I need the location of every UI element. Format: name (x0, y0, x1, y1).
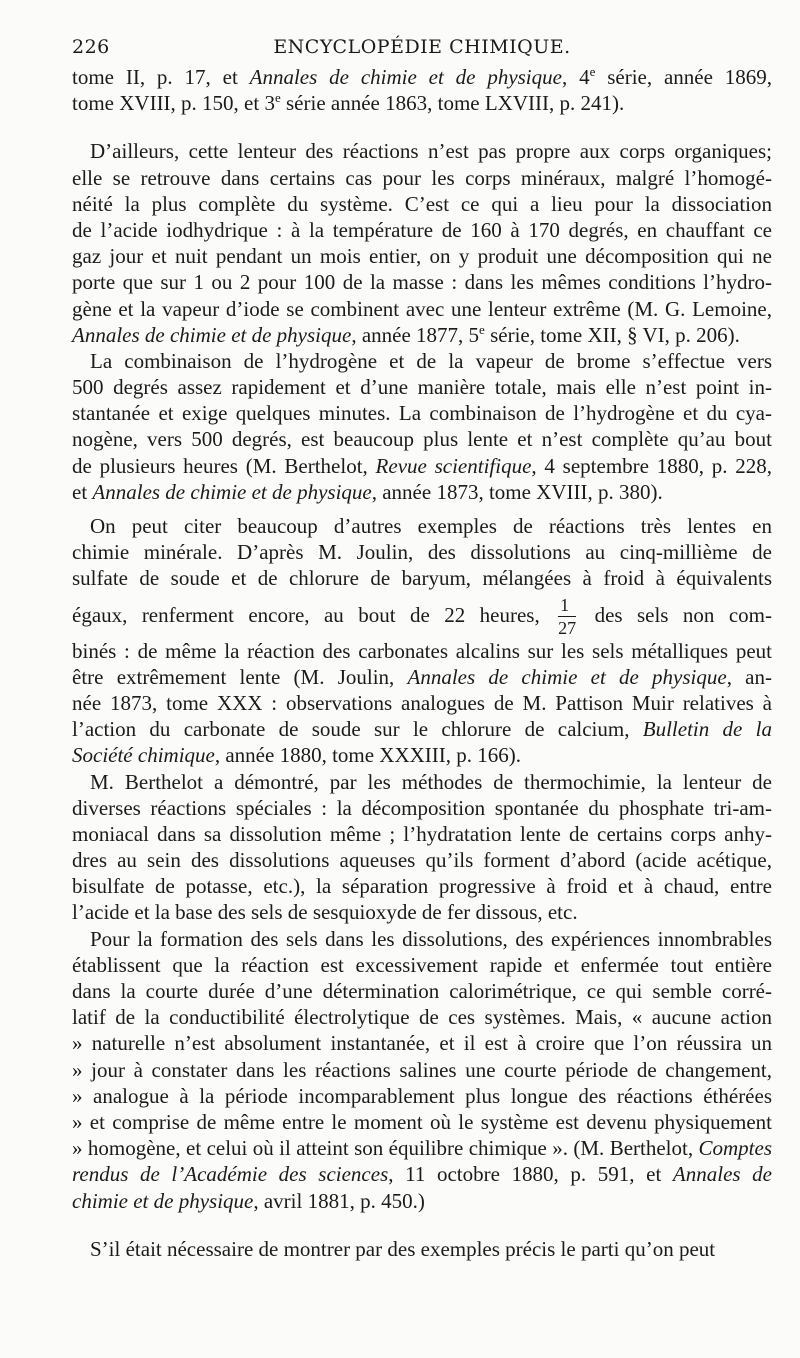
text-line: et Annales de chimie et de physique, année 1873, tome XVIII, p. 380). (72, 479, 663, 504)
italic-text: Bulletin de la (642, 717, 772, 742)
superscript: e (479, 321, 485, 337)
text-line: M. Berthelot a démontré, par les méthodes de thermochimie, la lenteur de (90, 769, 772, 794)
text-line: Pour la formation des sels dans les dissolutions, des expériences innombrables (90, 926, 772, 951)
text-line: bisulfate de potasse, etc.), la séparation progressive à froid et à chaud, entre (72, 874, 772, 899)
text-line: 500 degrés assez rapidement et d’une manière totale, mais elle n’est point in- (72, 375, 772, 400)
paragraph (72, 348, 772, 505)
text-line: Annales de chimie et de physique, année 1877, 5e série, tome XII, § VI, p. 206). (72, 321, 740, 347)
text-line: égaux, renferment encore, au bout de 22 heures, $\frac{1}{27}$ des sels non com- (72, 595, 772, 639)
text-line: La combinaison de l’hydrogène et de la vapeur de brome s’effectue vers (90, 348, 772, 373)
running-head: ENCYCLOPÉDIE CHIMIQUE. (273, 36, 571, 58)
italic-text: Annales de (672, 1162, 772, 1187)
text-line: » jour à constater dans les réactions salines une courte période de changement, (72, 1057, 772, 1082)
page-header (72, 36, 772, 66)
paragraph (72, 769, 772, 926)
text-line: chimie minérale. D’après M. Joulin, des dissolutions au cinq-millième de (72, 540, 772, 565)
italic-text: Comptes (698, 1136, 772, 1161)
italic-text: Annales de chimie et de physique (249, 65, 562, 89)
fraction-denominator: 27 (558, 618, 577, 639)
text-line: tome XVIII, p. 150, et 3e série année 1863, tome LXVIII, p. 241). (72, 90, 625, 116)
text-line: On peut citer beaucoup d’autres exemples de réactions très lentes en (90, 514, 772, 538)
text-line: de plusieurs heures (M. Berthelot, Revue scientifique, 4 septembre 1880, p. 228, (72, 453, 772, 478)
text-line: dans la courte durée d’une détermination calorimétrique, ce qui semble corré- (72, 979, 772, 1003)
fraction-numerator: 1 (558, 596, 576, 617)
text-line: porte que sur 1 ou 2 pour 100 de la masse : dans les mêmes conditions l’hydro- (72, 270, 772, 295)
text-line: nogène, vers 500 degrés, est beaucoup plus lente et n’est complète qu’au bout (72, 427, 772, 452)
text-line: de l’acide iodhydrique : à la température de 160 à 170 degrés, en chauffant ce (72, 217, 772, 242)
text-line: être extrêmement lente (M. Joulin, Annales de chimie et de physique, an- (72, 664, 772, 689)
superscript: e (589, 64, 596, 79)
text-line: l’action du carbonate de soude sur le chlorure de calcium, Bulletin de la (72, 717, 772, 742)
text-line: dres au sein des dissolutions aqueuses qu’ils forment d’abord (acide acétique, (72, 848, 772, 873)
italic-text: Société chimique (72, 743, 215, 768)
fraction (558, 596, 576, 637)
text-line: D’ailleurs, cette lenteur des réactions n’est pas propre aux corps organiques; (90, 139, 772, 164)
italic-text: rendus de l’Académie des sciences (72, 1162, 389, 1187)
text-line: Société chimique, année 1880, tome XXXIII, p. 166). (72, 743, 522, 768)
text-line: née 1873, tome XXX : observations analogues de M. Pattison Muir relatives à (72, 690, 772, 715)
text-line: sulfate de soude et de chlorure de baryum, mélangées à froid à équivalents (72, 566, 772, 591)
page-number: 226 (72, 36, 110, 58)
text-line: S’il était nécessaire de montrer par des exemples précis le parti qu’on peut (90, 1236, 716, 1261)
text-line: chimie et de physique, avril 1881, p. 450.) (72, 1188, 425, 1213)
text-line: gaz jour et nuit pendant un mois entier, on y produit une décomposition qui ne (72, 244, 772, 269)
italic-text: Annales de chimie et de physique (72, 322, 352, 347)
text-line: » naturelle n’est absolument instantanée, et il est à croire que l’on réussira un (72, 1031, 772, 1056)
text-line: tome II, p. 17, et Annales de chimie et de physique, 4e série, année 1869, (72, 64, 773, 89)
text-line: l’acide et la base des sels de sesquioxyde de fer dissous, etc. (72, 900, 578, 925)
body-text (72, 64, 772, 1262)
paragraph (72, 64, 772, 116)
italic-text: Revue scientifique (375, 453, 532, 478)
superscript: e (274, 90, 281, 106)
text-line: diverses réactions spéciales : la décomposition spontanée du phosphate tri-am- (72, 795, 772, 820)
text-line: stantanée et exige quelques minutes. La combinaison de l’hydrogène et du cya- (72, 401, 772, 426)
text-line: » homogène, et celui où il atteint son équilibre chimique ». (M. Berthelot, Comptes (72, 1136, 772, 1161)
text-line: elle se retrouve dans certains cas pour les corps minéraux, malgré l’homogé- (72, 165, 772, 190)
text-line: moniacal dans sa dissolution même ; l’hydratation lente de certains corps anhy- (72, 821, 772, 846)
text-line: rendus de l’Académie des sciences, 11 octobre 1880, p. 591, et Annales de (72, 1162, 772, 1187)
paragraph (72, 1236, 772, 1262)
text-line: » analogue à la période incomparablement plus longue des réactions éthérées (72, 1083, 772, 1108)
italic-text: chimie et de physique (72, 1188, 254, 1213)
paragraph (72, 138, 772, 348)
text-line: néité la plus complète du système. C’est ce qui a lieu pour la dissociation (72, 191, 772, 216)
text-line: gène et la vapeur d’iode se combinent avec une lenteur extrême (M. G. Lemoine, (72, 296, 772, 321)
text-line: latif de la conductibilité électrolytique de ces systèmes. Mais, « aucune action (72, 1005, 772, 1030)
paragraph (72, 926, 772, 1214)
paragraph (72, 513, 772, 769)
italic-text: Annales de chimie et de physique (407, 664, 727, 689)
italic-text: Annales de chimie et de physique (92, 479, 372, 504)
text-line: » et comprise de même entre le moment où le système est devenu physiquement (72, 1109, 772, 1134)
text-line: établissent que la réaction est excessivement rapide et enfermée tout entière (72, 952, 772, 977)
text-line: binés : de même la réaction des carbonates alcalins sur les sels métalliques peut (72, 638, 772, 663)
